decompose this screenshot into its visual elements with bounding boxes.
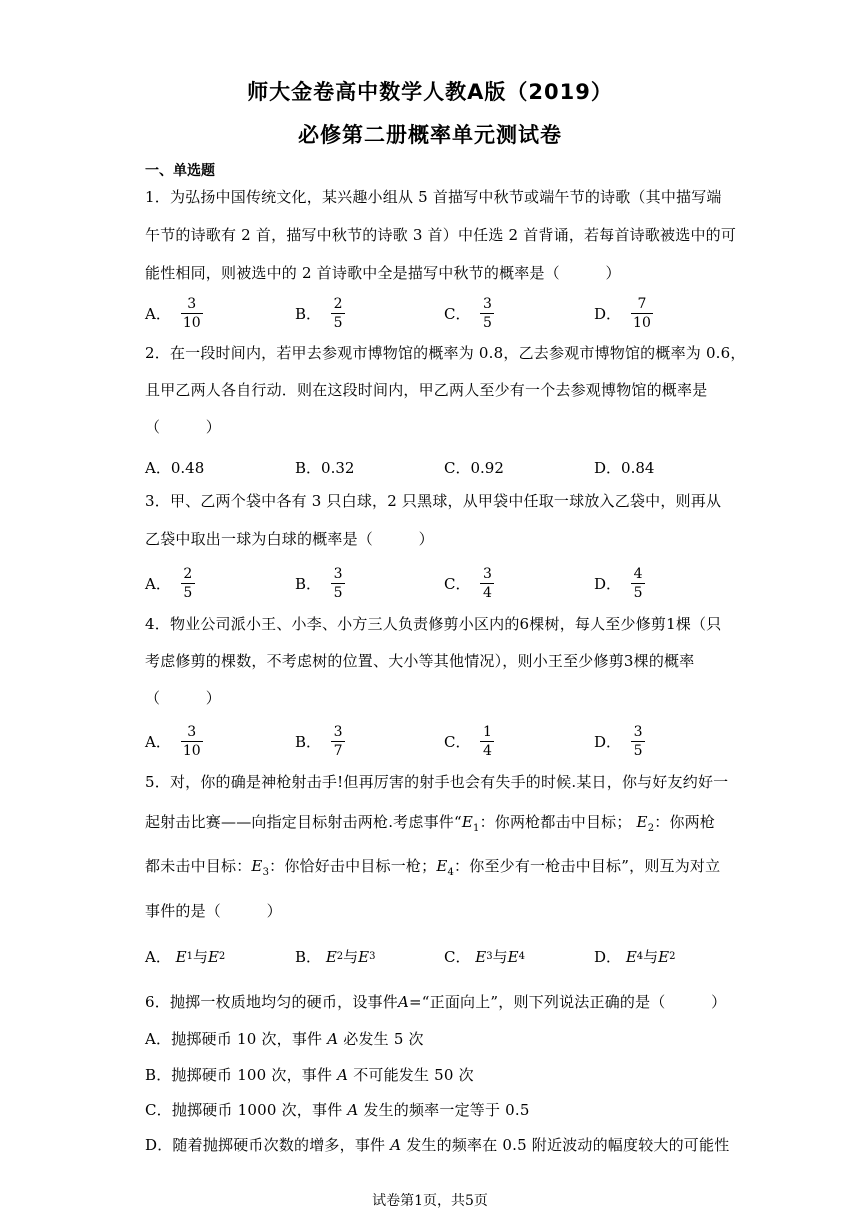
question-3-option-d xyxy=(594,566,645,601)
question-5-option-c xyxy=(444,946,525,967)
event-symbol: A xyxy=(397,993,409,1011)
text-span: 必发生 5 次 xyxy=(343,1030,424,1048)
question-4-option-c xyxy=(444,724,494,759)
denominator: 5 xyxy=(333,585,343,601)
question-2-line-3: （ ） xyxy=(145,418,222,436)
denominator: 10 xyxy=(182,743,201,759)
question-1-option-b xyxy=(295,296,345,331)
option-label: A． xyxy=(145,305,171,323)
numerator: 4 xyxy=(633,566,643,582)
question-1-option-a xyxy=(145,296,203,331)
text-span: ：你两枪都击中目标； xyxy=(479,813,632,831)
text-span: B．抛掷硬币 100 次，事件 xyxy=(145,1066,333,1084)
question-6-option-d xyxy=(145,1134,730,1155)
option-text: 0.84 xyxy=(621,458,655,477)
text-span: 6．抛掷一枚质地均匀的硬币，设事件 xyxy=(145,993,398,1011)
event-subscript: 3 xyxy=(369,951,376,962)
denominator: 5 xyxy=(633,743,643,759)
option-label: C． xyxy=(444,948,471,966)
question-5-option-d xyxy=(594,946,675,967)
event-symbol: E xyxy=(175,947,187,966)
option-label: A． xyxy=(145,459,171,477)
denominator: 7 xyxy=(333,743,343,759)
question-5-line-1: 5．对，你的确是神枪射击手!但再厉害的射手也会有失手的时候.某日，你与好友约好一 xyxy=(145,773,729,791)
event-symbol: E xyxy=(436,857,448,875)
text-span: ：你两枪 xyxy=(654,813,716,831)
question-4-line-3: （ ） xyxy=(145,689,222,707)
numerator: 3 xyxy=(333,566,343,582)
numerator: 3 xyxy=(633,724,643,740)
text-span: C．抛掷硬币 1000 次，事件 xyxy=(145,1101,343,1119)
event-subscript: 3 xyxy=(486,951,493,962)
fraction xyxy=(480,724,494,759)
denominator: 10 xyxy=(633,315,651,331)
event-symbol: E xyxy=(625,947,637,966)
question-5-line-2 xyxy=(145,811,720,834)
question-2-option-a xyxy=(145,457,204,478)
question-2-option-b xyxy=(295,457,354,478)
event-symbol: E xyxy=(358,947,370,966)
event-symbol: A xyxy=(327,1030,339,1048)
question-4-option-d xyxy=(594,724,645,759)
connector: 与 xyxy=(643,948,659,966)
section-heading: 一、单选题 xyxy=(145,163,215,179)
question-3-option-a xyxy=(145,566,195,601)
option-label: A． xyxy=(145,948,171,966)
denominator: 5 xyxy=(633,585,643,601)
option-label: A． xyxy=(145,733,171,751)
text-span: 不可能发生 50 次 xyxy=(353,1066,474,1084)
text-span: D．随着抛掷硬币次数的增多，事件 xyxy=(145,1136,386,1154)
event-subscript: 2 xyxy=(669,951,676,962)
fraction xyxy=(181,566,195,601)
option-label: D． xyxy=(594,733,622,751)
question-4-line-1: 4．物业公司派小王、小李、小方三人负责修剪小区内的6棵树，每人至少修剪1棵（只 xyxy=(145,615,722,633)
option-label: D． xyxy=(594,575,622,593)
denominator: 5 xyxy=(483,315,492,331)
exam-title-line2: 必修第二册概率单元测试卷 xyxy=(298,123,562,147)
question-1-line-3: 能性相同，则被选中的 2 首诗歌中全是描写中秋节的概率是（ ） xyxy=(145,264,621,282)
fraction xyxy=(631,296,653,331)
event-symbol: E xyxy=(475,947,487,966)
event-subscript: 1 xyxy=(186,951,193,962)
numerator: 3 xyxy=(187,296,197,312)
option-text: 0.48 xyxy=(170,458,205,477)
text-span: 起射击比赛——向指定目标射击两枪.考虑事件“ xyxy=(145,813,462,831)
question-6-stem xyxy=(145,991,727,1012)
option-label: B． xyxy=(295,575,322,593)
question-1-line-2: 午节的诗歌有 2 首，描写中秋节的诗歌 3 首）中任选 2 首背诵，若每首诗歌被选中的可 xyxy=(145,226,737,244)
option-label: D． xyxy=(594,459,622,477)
event-symbol: E xyxy=(325,947,337,966)
page-footer: 试卷第1页，共5页 xyxy=(372,1193,488,1209)
text-span: ：你恰好击中目标一枪； xyxy=(269,857,437,875)
question-1-option-c xyxy=(444,296,494,331)
exam-title-line1: 师大金卷高中数学人教A版（2019） xyxy=(247,80,613,104)
connector: 与 xyxy=(343,948,359,966)
question-3-option-c xyxy=(444,566,494,601)
text-span: 发生的频率一定等于 0.5 xyxy=(363,1101,530,1119)
question-2-option-c xyxy=(444,457,504,478)
question-5-option-a xyxy=(145,946,225,967)
event-symbol: E xyxy=(636,813,648,831)
numerator: 7 xyxy=(637,296,647,312)
event-symbol: A xyxy=(390,1136,402,1154)
denominator: 5 xyxy=(183,585,193,601)
connector: 与 xyxy=(492,948,508,966)
option-label: D． xyxy=(594,305,622,323)
question-3-line-1: 3．甲、乙两个袋中各有 3 只白球，2 只黑球，从甲袋中任取一球放入乙袋中，则再从 xyxy=(145,492,722,510)
option-label: B． xyxy=(295,305,322,323)
question-5-option-b xyxy=(295,946,375,967)
fraction xyxy=(181,296,203,331)
question-3-option-b xyxy=(295,566,345,601)
question-5-line-3 xyxy=(145,855,720,878)
denominator: 4 xyxy=(483,585,492,601)
option-label: C． xyxy=(444,459,471,477)
connector: 与 xyxy=(192,948,208,966)
numerator: 2 xyxy=(183,566,193,582)
text-span: 都未击中目标： xyxy=(145,857,252,875)
numerator: 3 xyxy=(483,296,492,312)
event-symbol: E xyxy=(507,947,519,966)
option-label: C． xyxy=(444,305,471,323)
event-subscript: 2 xyxy=(336,951,344,962)
event-subscript: 4 xyxy=(518,951,525,962)
event-symbol: A xyxy=(337,1066,349,1084)
question-1-option-d xyxy=(594,296,653,331)
option-label: B． xyxy=(295,459,322,477)
fraction xyxy=(631,566,645,601)
fraction xyxy=(480,296,494,331)
option-label: A． xyxy=(145,575,171,593)
event-subscript: 2 xyxy=(218,951,226,962)
fraction xyxy=(631,724,645,759)
question-2-line-2: 且甲乙两人各自行动．则在这段时间内，甲乙两人至少有一个去参观博物馆的概率是 xyxy=(145,381,708,399)
option-label: C． xyxy=(444,575,471,593)
numerator: 3 xyxy=(483,566,492,582)
event-symbol: E xyxy=(251,857,263,875)
numerator: 1 xyxy=(483,724,492,740)
text-span: A．抛掷硬币 10 次，事件 xyxy=(145,1030,323,1048)
option-label: B． xyxy=(295,733,322,751)
event-subscript: 4 xyxy=(636,951,644,962)
question-4-option-b xyxy=(295,724,345,759)
event-subscript: 4 xyxy=(447,867,455,878)
denominator: 4 xyxy=(483,743,492,759)
option-text: 0.32 xyxy=(321,458,355,477)
text-span: =“正面向上”，则下列说法正确的是（ ） xyxy=(409,993,727,1011)
numerator: 3 xyxy=(187,724,197,740)
event-symbol: E xyxy=(207,947,219,966)
event-symbol: E xyxy=(658,947,670,966)
question-6-option-c xyxy=(145,1099,720,1120)
option-text: 0.92 xyxy=(470,458,504,477)
denominator: 5 xyxy=(333,315,343,331)
question-5-line-4: 事件的是（ ） xyxy=(145,902,282,920)
event-subscript: 3 xyxy=(262,867,270,878)
event-subscript: 1 xyxy=(473,823,480,834)
question-2-line-1: 2．在一段时间内，若甲去参观市博物馆的概率为 0.8，乙去参观市博物馆的概率为 0.6， xyxy=(145,344,746,362)
option-label: D． xyxy=(594,948,622,966)
numerator: 3 xyxy=(333,724,343,740)
question-6-option-b xyxy=(145,1064,720,1085)
event-subscript: 2 xyxy=(647,823,655,834)
question-4-option-a xyxy=(145,724,203,759)
question-2-option-d xyxy=(594,457,654,478)
question-3-line-2: 乙袋中取出一球为白球的概率是（ ） xyxy=(145,530,434,548)
numerator: 2 xyxy=(333,296,343,312)
denominator: 10 xyxy=(182,315,201,331)
fraction xyxy=(480,566,494,601)
question-1-line-1: 1．为弘扬中国传统文化，某兴趣小组从 5 首描写中秋节或端午节的诗歌（其中描写端 xyxy=(145,188,722,206)
question-6-option-a xyxy=(145,1028,720,1049)
option-label: C． xyxy=(444,733,471,751)
question-4-line-2: 考虑修剪的棵数，不考虑树的位置、大小等其他情况），则小王至少修剪3棵的概率 xyxy=(145,652,695,670)
fraction xyxy=(181,724,203,759)
fraction xyxy=(331,566,345,601)
event-symbol: A xyxy=(347,1101,359,1119)
text-span: ：你至少有一枪击中目标”，则互为对立 xyxy=(454,857,721,875)
fraction xyxy=(331,296,345,331)
fraction xyxy=(331,724,345,759)
text-span: 发生的频率在 0.5 附近波动的幅度较大的可能性 xyxy=(406,1136,730,1154)
event-symbol: E xyxy=(461,813,473,831)
option-label: B． xyxy=(295,948,322,966)
